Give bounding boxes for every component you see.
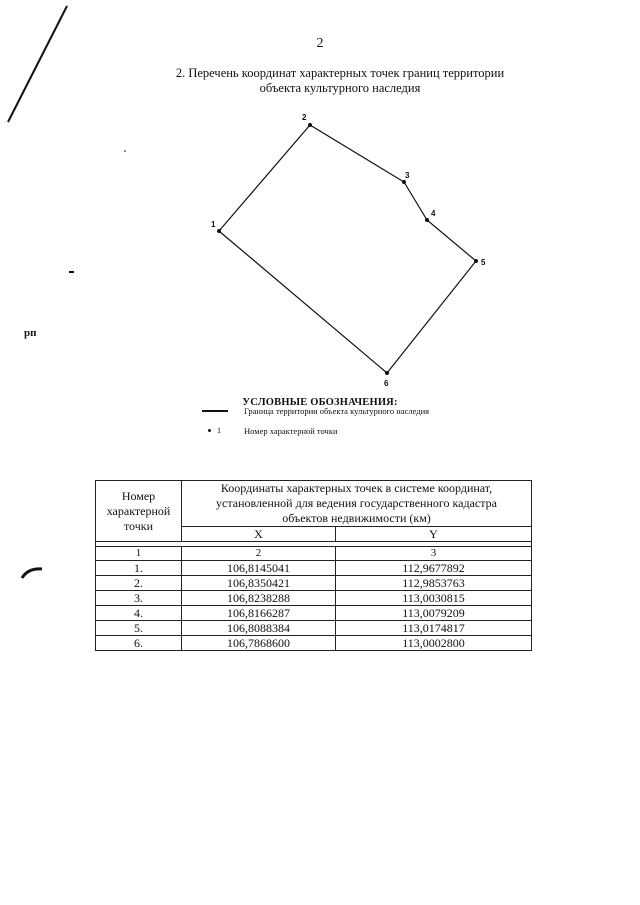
column-number-row: [96, 547, 532, 561]
table-row: [96, 561, 532, 576]
title-line-2: объекта культурного наследия: [259, 81, 421, 95]
row-point-number: 6.: [96, 636, 182, 651]
row-point-number: 4.: [96, 606, 182, 621]
point-marker-2: [308, 123, 312, 127]
row-y-value: 113,0002800: [336, 636, 532, 651]
row-point-number: 5.: [96, 621, 182, 636]
table-row: [96, 636, 532, 651]
column-number-1: 1: [96, 547, 182, 561]
point-label-2: 2: [302, 113, 307, 122]
point-label-5: 5: [481, 258, 486, 267]
legend-boundary-symbol: [200, 405, 232, 417]
margin-corner-mark: [22, 569, 42, 578]
legend-boundary-label: Граница территории объекта культурного наследия: [244, 406, 430, 416]
row-y-value: 113,0079209: [336, 606, 532, 621]
coordinates-table: [95, 480, 532, 651]
row-x-value: 106,8350421: [182, 576, 336, 591]
legend-point-symbol-number: 1: [217, 426, 221, 435]
row-x-value: 106,8238288: [182, 591, 336, 606]
point-label-4: 4: [431, 209, 436, 218]
row-x-value: 106,7868600: [182, 636, 336, 651]
point-label-3: 3: [405, 171, 410, 180]
row-point-number: 2.: [96, 576, 182, 591]
point-marker-4: [425, 218, 429, 222]
page-number: 2: [316, 36, 324, 51]
header-x: X: [182, 527, 336, 542]
margin-stroke-mark: [8, 6, 67, 122]
legend-title: УСЛОВНЫЕ ОБОЗНАЧЕНИЯ:: [242, 397, 398, 408]
header-y: Y: [336, 527, 532, 542]
table-row: [96, 576, 532, 591]
table-row: [96, 606, 532, 621]
table-row: [96, 591, 532, 606]
point-marker-3: [402, 180, 406, 184]
row-x-value: 106,8166287: [182, 606, 336, 621]
column-number-2: 2: [182, 547, 336, 561]
margin-dash-mark: [69, 271, 74, 273]
column-number-3: 3: [336, 547, 532, 561]
point-marker-5: [474, 259, 478, 263]
point-label-1: 1: [211, 220, 216, 229]
point-marker-1: [217, 229, 221, 233]
scan-speck: [124, 150, 126, 152]
header-coordinates-group: Координаты характерных точек в системе координат, установленной для ведения государственного кадастра объектов недвижимости (км): [182, 481, 532, 527]
row-x-value: 106,8145041: [182, 561, 336, 576]
header-point-number: Номер характерной точки: [96, 481, 182, 542]
row-x-value: 106,8088384: [182, 621, 336, 636]
row-point-number: 3.: [96, 591, 182, 606]
legend-point-label: Номер характерной точки: [244, 426, 338, 436]
row-y-value: 112,9677892: [336, 561, 532, 576]
table-row: [96, 621, 532, 636]
row-y-value: 113,0174817: [336, 621, 532, 636]
margin-initials-mark: рп: [24, 327, 37, 339]
row-y-value: 113,0030815: [336, 591, 532, 606]
legend-point-symbol: [200, 425, 232, 437]
point-marker-6: [385, 371, 389, 375]
point-label-6: 6: [384, 379, 389, 388]
territory-boundary: [219, 125, 476, 373]
row-point-number: 1.: [96, 561, 182, 576]
title-line-1: 2. Перечень координат характерных точек границ территории: [175, 66, 505, 80]
row-y-value: 112,9853763: [336, 576, 532, 591]
